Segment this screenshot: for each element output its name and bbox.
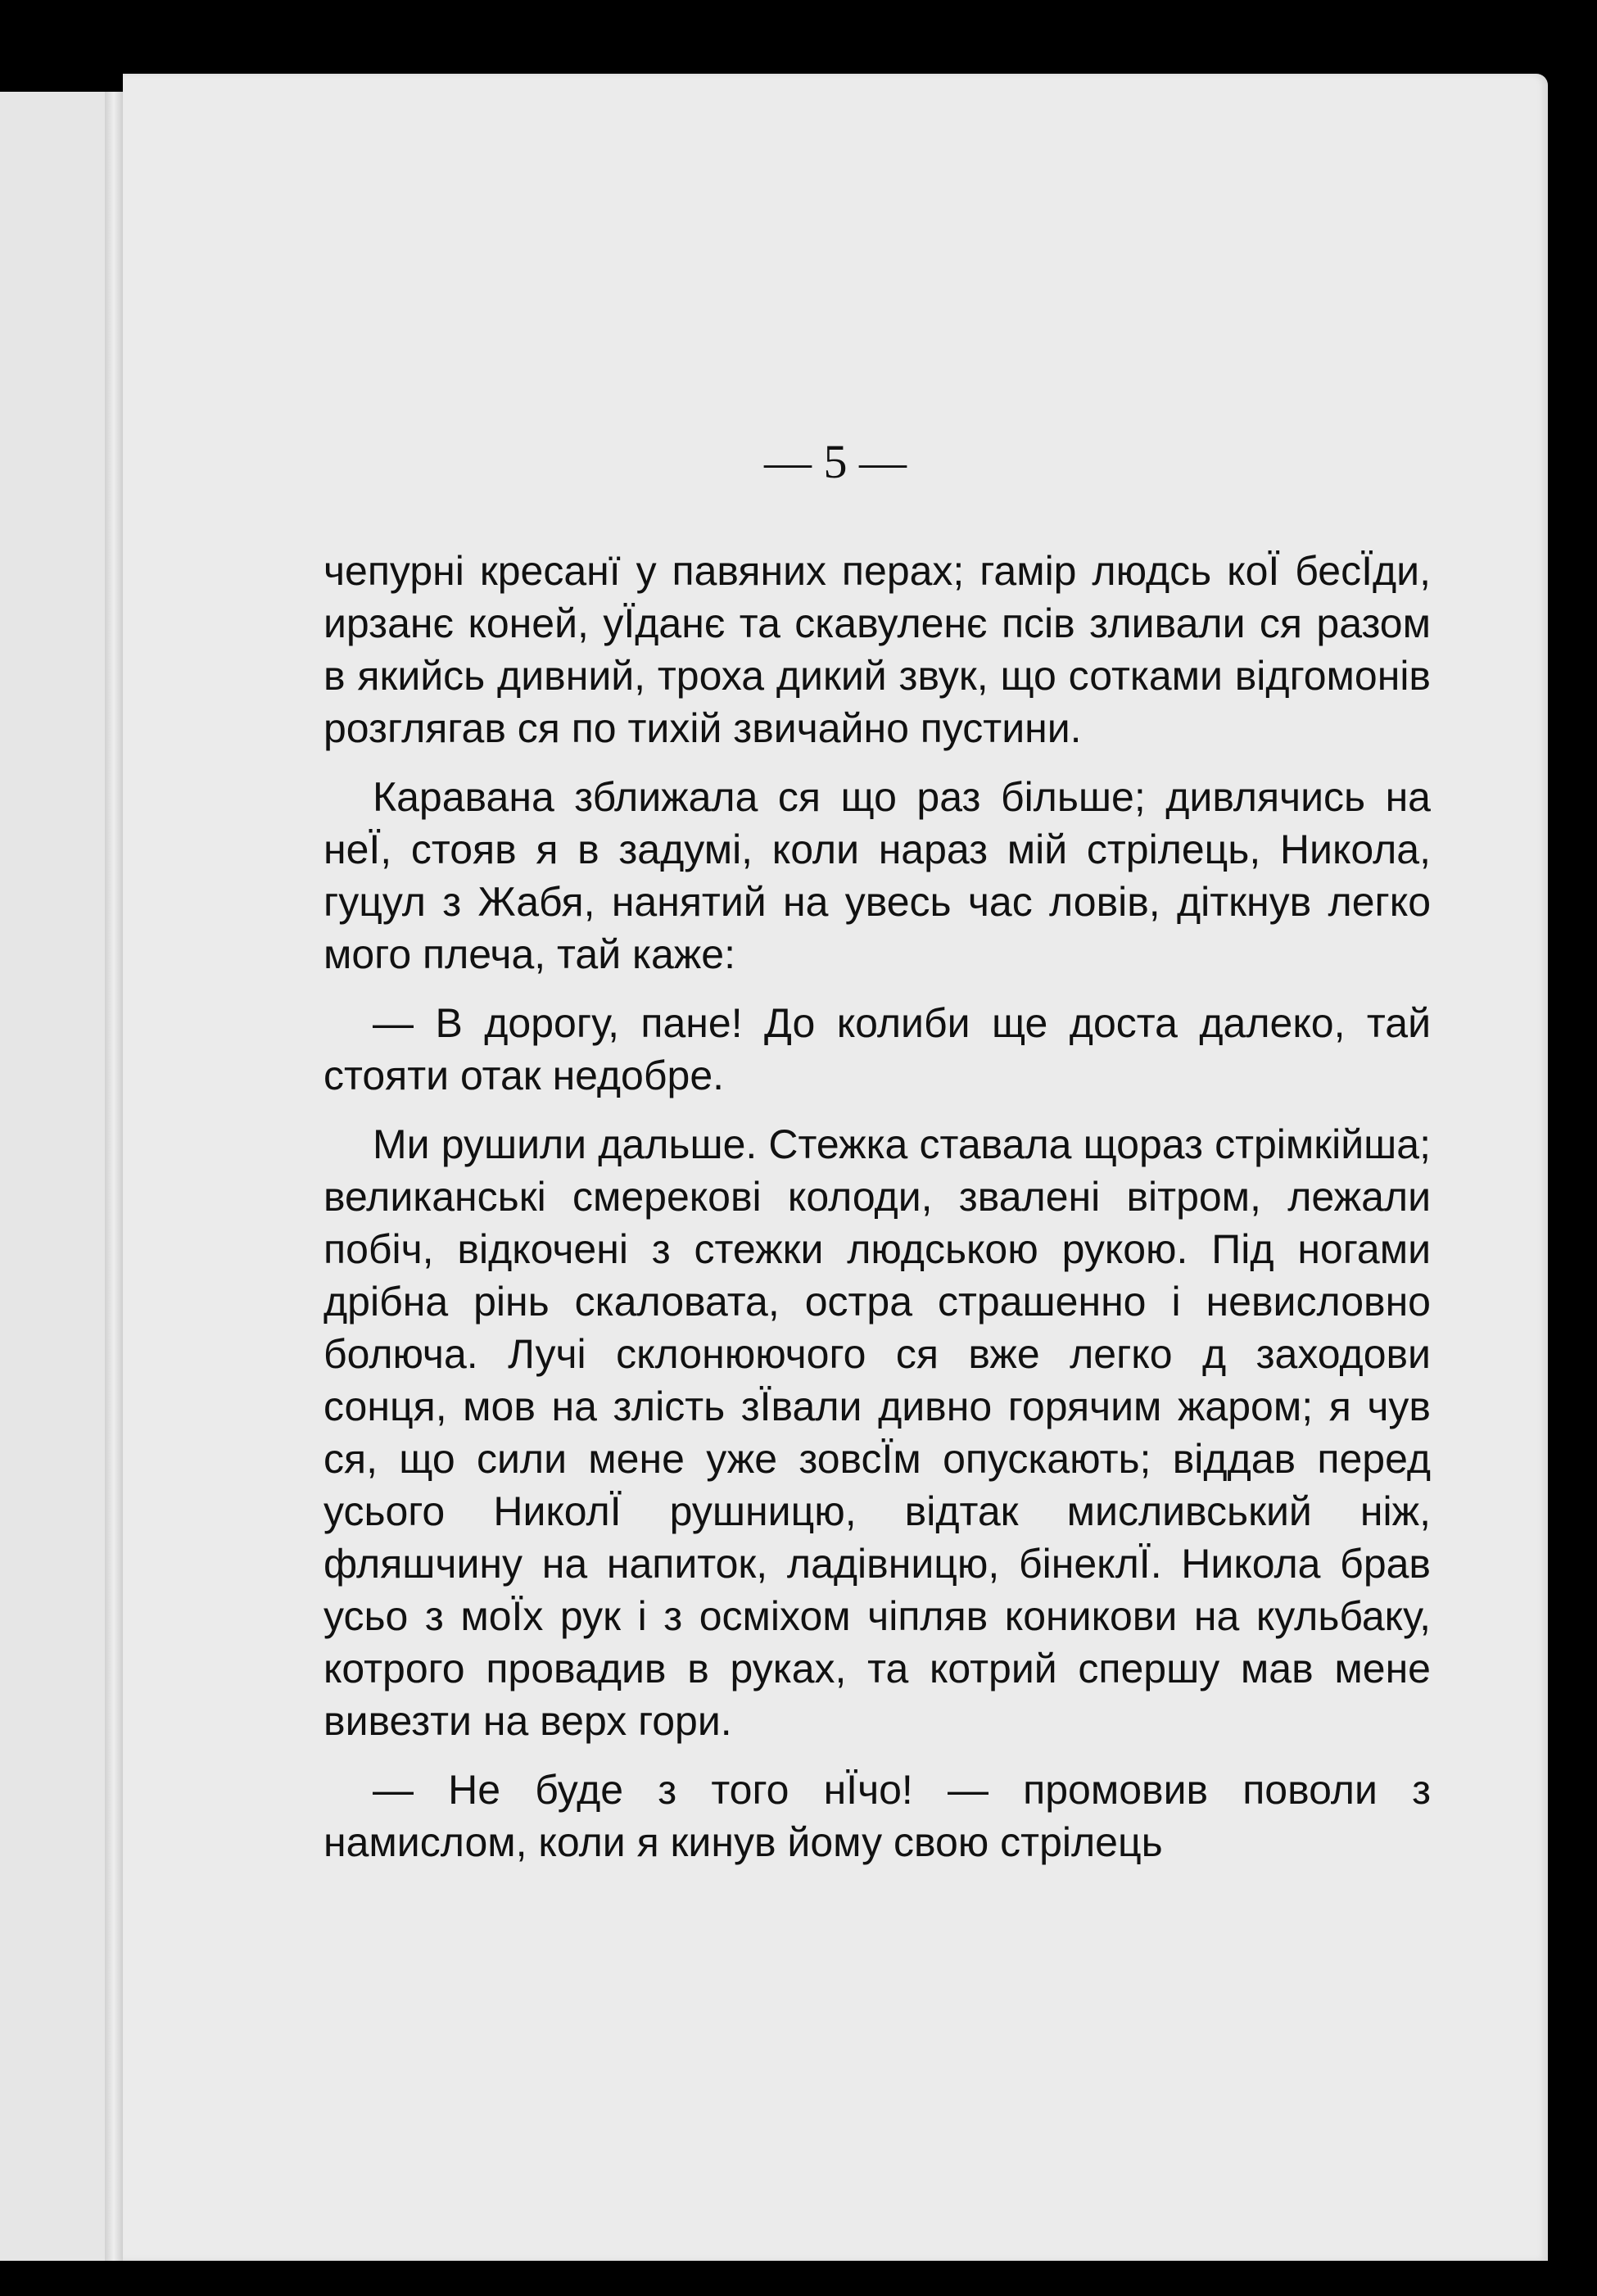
facing-page-edge <box>0 92 121 2261</box>
book-page <box>123 74 1548 2261</box>
paragraph-5-dialogue: — Не буде з того нЇчо! — промовив поволи з намислом, коли я кинув йому свою стрілець <box>323 1767 1431 1865</box>
paragraph-2: Каравана зближала ся що раз більше; дивлячись на неЇ, стояв я в задумі, коли нараз мій стрілець, Никола, гуцул з Жабя, нанятий на увесь час ловів, діткнув легко мого плеча, тай каже: <box>323 774 1431 977</box>
book-spine <box>105 92 123 2261</box>
page-body-text <box>323 545 1431 1885</box>
paragraph-4: Ми рушили дальше. Стежка ставала щораз стрімкійша; великанські смерекові колоди, звалені вітром, лежали побіч, відкочені з стежки людською рукою. Під ногами дрібна рінь скаловата, остра страшенно і невисловно болюча. Лучі склонюючого ся вже легко д заходови сонця, мов на злість зЇвали дивно горячим жаром; я чув ся, що сили мене уже зовсЇм опускають; віддав перед усього НиколЇ рушницю, відтак мисливський ніж, фляшчину на напиток, ладівницю, бінеклЇ. Никола брав усьо з моЇх рук і з осміхом чіпляв коникови на кульбаку, котрого провадив в руках, та котрий спершу мав мене вивезти на верх гори. <box>323 1121 1431 1744</box>
paragraph-3-dialogue: — В дорогу, пане! До колиби ще доста далеко, тай стояти отак недобре. <box>323 1000 1431 1098</box>
paragraph-1: чепурні кресанї у павяних перах; гамір людсь коЇ бесЇди, ирзанє коней, уЇданє та скавуленє псів зливали ся разом в якийсь дивний, троха дикий звук, що сотками відгомонів розглягав ся по тихій звичайно пустини. <box>323 548 1431 751</box>
page-number: — 5 — <box>764 435 907 488</box>
